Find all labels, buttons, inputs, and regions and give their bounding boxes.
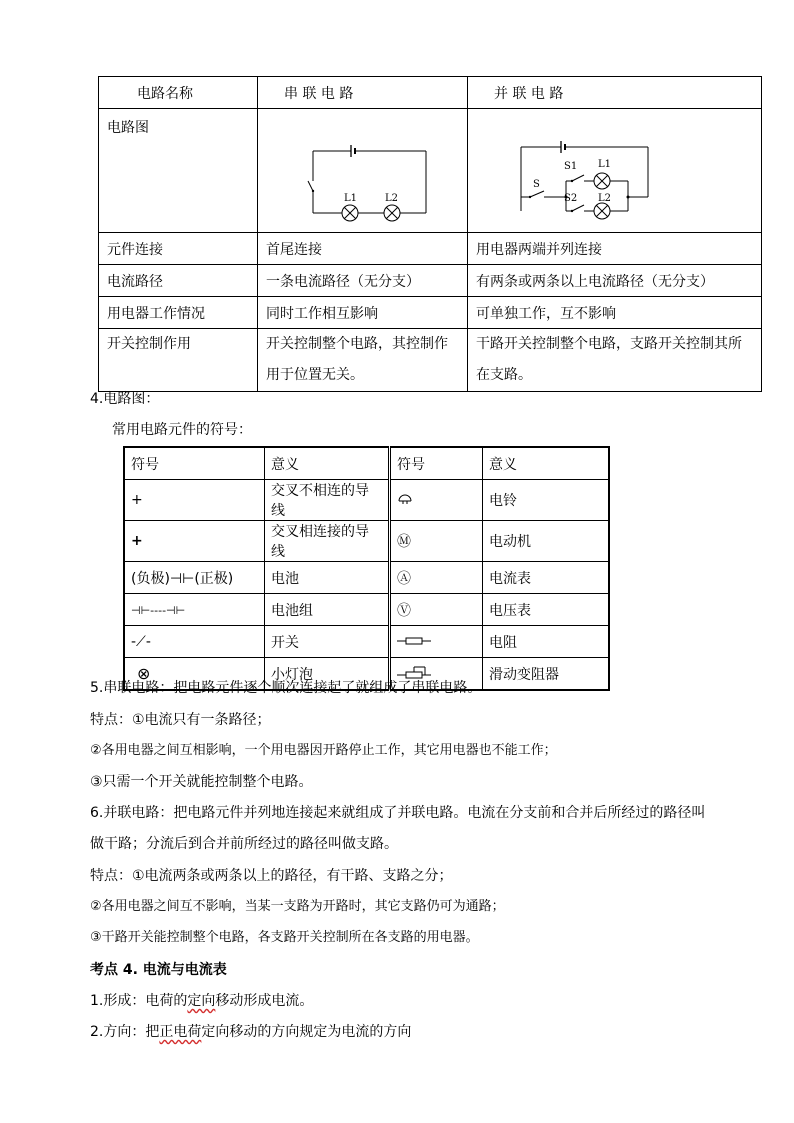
symbol-glyph: Ⓥ	[397, 602, 411, 619]
row-label: 元件连接	[99, 233, 258, 265]
kaodian-item-2	[90, 1022, 411, 1042]
section-6-point-2: ②各用电器之间互不影响，当某一支路为开路时，其它支路仍可为通路；	[90, 899, 505, 914]
text-run: 2.方向：把	[90, 1024, 160, 1040]
meaning-cell: 电池	[265, 562, 390, 594]
symbol-glyph: +	[131, 533, 143, 549]
table-row	[99, 265, 762, 297]
switch-contact	[571, 180, 573, 182]
section-4-subtitle: 常用电路元件的符号：	[112, 422, 252, 438]
meaning-cell: 滑动变阻器	[483, 658, 610, 691]
meaning-cell: 电流表	[483, 562, 610, 594]
row-label: 电流路径	[99, 265, 258, 297]
table-row	[99, 329, 762, 392]
table-row	[124, 521, 609, 562]
motor-icon	[390, 521, 483, 562]
wire-cross-unconnected-icon	[124, 480, 265, 521]
parallel-cell-line: 在支路。	[476, 367, 532, 383]
rheostat-symbol-svg	[397, 665, 431, 679]
section-6-point-1: 特点：①电流两条或两条以上的路径，有干路、支路之分；	[90, 868, 453, 884]
table-row	[124, 594, 609, 626]
series-cell-line: 开关控制整个电路，其控制作	[266, 336, 448, 352]
switch-contact	[529, 196, 531, 198]
switch-contact	[571, 210, 573, 212]
section-5-point-3: ③只需一个开关就能控制整个电路。	[90, 774, 313, 790]
junction-dot	[627, 196, 630, 199]
meaning-cell: 小灯泡	[265, 658, 390, 691]
meaning-cell: 电压表	[483, 594, 610, 626]
meaning-cell: 开关	[265, 626, 390, 658]
diagram-row	[99, 109, 762, 233]
l2-label: L2	[385, 193, 399, 204]
series-circuit-svg	[258, 109, 449, 224]
wire-cross-connected-icon	[124, 521, 265, 562]
series-cell-line: 用于位置无关。	[266, 367, 364, 383]
table-row	[124, 480, 609, 521]
symbol-glyph: +	[131, 492, 143, 508]
meaning-cell: 电池组	[265, 594, 390, 626]
section-5-title: 5.串联电路：把电路元件逐个顺次连接起了就组成了串联电路。	[90, 680, 482, 696]
spellcheck-marked-text: 定向	[187, 993, 216, 1009]
battery-icon	[124, 562, 265, 594]
series-circuit-diagram	[258, 109, 468, 233]
meaning-cell: 电阻	[483, 626, 610, 658]
text-run: 移动形成电流。	[215, 993, 314, 1009]
table-row	[99, 233, 762, 265]
switch-icon	[124, 626, 265, 658]
s1-label: S1	[564, 161, 578, 172]
circuit-comparison-table	[98, 76, 762, 392]
table-row	[124, 562, 609, 594]
series-cell: 一条电流路径（无分支）	[258, 265, 468, 297]
resistor-icon	[390, 626, 483, 658]
row-label: 用电器工作情况	[99, 297, 258, 329]
ammeter-icon	[390, 562, 483, 594]
series-cell: 同时工作相互影响	[258, 297, 468, 329]
header-cell: 意义	[483, 447, 610, 480]
meaning-cell: 交叉相连接的导线	[265, 521, 390, 562]
symbol-table	[123, 446, 610, 691]
row-label: 开关控制作用	[99, 329, 258, 392]
symbol-glyph: ⊗	[137, 664, 151, 683]
header-cell: 意义	[265, 447, 390, 480]
text-run: 1.形成：电荷的	[90, 993, 188, 1009]
header-cell: 电路名称	[99, 77, 258, 109]
header-cell: 符号	[124, 447, 265, 480]
symbol-table-header	[124, 447, 609, 480]
s2-label: S2	[564, 193, 578, 204]
header-cell: 符号	[390, 447, 483, 480]
section-6-point-3: ③干路开关能控制整个电路，各支路开关控制所在各支路的用电器。	[90, 930, 479, 945]
parallel-circuit-svg	[468, 109, 743, 224]
symbol-glyph: ⊣⊢----⊣⊢	[131, 603, 186, 617]
parallel-cell-line: 干路开关控制整个电路，支路开关控制其所	[476, 336, 742, 352]
series-cell: 首尾连接	[258, 233, 468, 265]
kaodian-title: 考点 4. 电流与电流表	[90, 962, 227, 978]
meaning-cell: 电动机	[483, 521, 610, 562]
header-cell: 并 联 电 路	[468, 77, 762, 109]
s-label: S	[533, 179, 540, 190]
resistor-symbol-svg	[397, 636, 431, 646]
bell-symbol-svg	[397, 491, 413, 505]
parallel-cell: 用电器两端并列连接	[468, 233, 762, 265]
meaning-cell: 交叉不相连的导线	[265, 480, 390, 521]
symbol-glyph: Ⓐ	[397, 570, 411, 587]
section-6-line-1: 6.并联电路：把电路元件并列地连接起来就组成了并联电路。电流在分支前和合并后所经过的路径叫	[90, 805, 706, 821]
series-cell	[258, 329, 468, 392]
voltmeter-icon	[390, 594, 483, 626]
l1-label: L1	[598, 159, 612, 170]
symbol-glyph: -⟋-	[131, 633, 151, 650]
spellcheck-marked-text: 正电荷	[159, 1024, 202, 1040]
parallel-cell: 可单独工作，互不影响	[468, 297, 762, 329]
parallel-cell: 有两条或两条以上电流路径（无分支）	[468, 265, 762, 297]
bell-icon	[390, 480, 483, 521]
symbol-glyph: (负极)⊣⊢(正极)	[131, 570, 234, 587]
table-row	[124, 626, 609, 658]
switch-contact	[312, 190, 314, 192]
parallel-circuit-diagram	[468, 109, 762, 233]
section-4-title: 4.电路图：	[90, 391, 160, 407]
meaning-cell: 电铃	[483, 480, 610, 521]
header-cell: 串 联 电 路	[258, 77, 468, 109]
table-header-row	[99, 77, 762, 109]
text-run: 定向移动的方向规定为电流的方向	[201, 1024, 412, 1040]
row-label: 电路图	[99, 109, 258, 233]
battery-pack-icon	[124, 594, 265, 626]
symbol-glyph: Ⓜ	[397, 534, 411, 550]
l2-label: L2	[598, 193, 612, 204]
section-6-line-2: 做干路；分流后到合并前所经过的路径叫做支路。	[90, 836, 398, 852]
table-row	[99, 297, 762, 329]
section-5-point-2: ②各用电器之间互相影响，一个用电器因开路停止工作，其它用电器也不能工作；	[90, 743, 557, 758]
l1-label: L1	[344, 193, 358, 204]
parallel-cell	[468, 329, 762, 392]
kaodian-item-1	[90, 991, 313, 1011]
section-5-point-1: 特点：①电流只有一条路径；	[90, 712, 271, 728]
